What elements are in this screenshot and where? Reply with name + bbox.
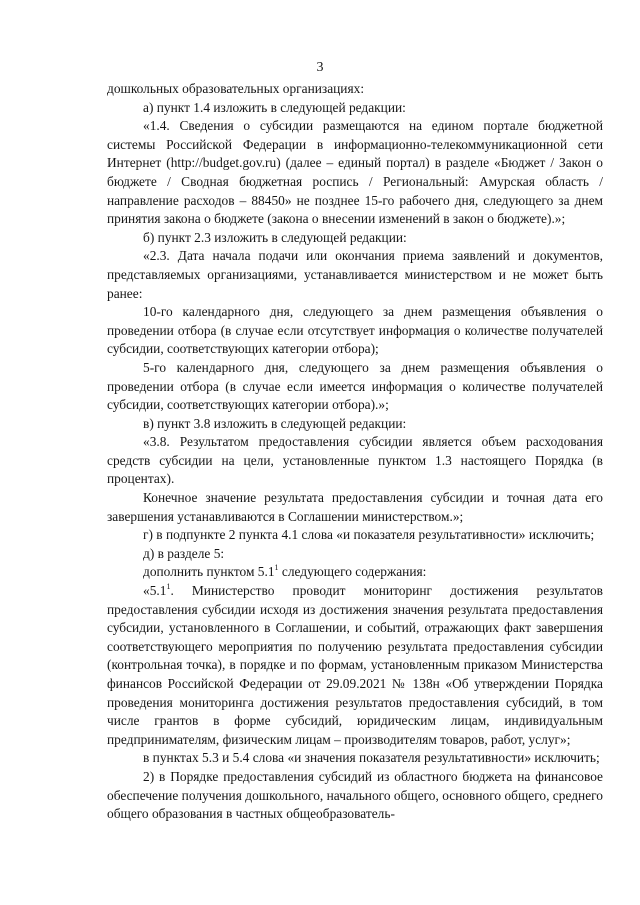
document-body	[107, 80, 603, 824]
clause-2-3-option-10-day: 10-го календарного дня, следующего за днем размещения объявления о проведении отбора (в случае если отсутствует информация о количестве получателей субсидии, соответствующих категории отбора);	[107, 304, 603, 357]
add-clause-5-1-1-line	[107, 563, 603, 582]
item-a-heading: а) пункт 1.4 изложить в следующей редакции:	[143, 99, 406, 115]
superscript-one: 1	[274, 563, 279, 573]
clause-5-1-1-text	[107, 582, 603, 749]
item-g-text: г) в подпункте 2 пункта 4.1 слова «и показателя результативности» исключить;	[143, 527, 595, 543]
add-clause-prefix: дополнить пунктом 5.1	[143, 564, 275, 580]
clause-5-1-1-body: . Министерство проводит мониторинг достижения результатов предоставления субсидии исходя из достижения значения результата предоставления субсидии, установленного в Соглашении, и событий, отражающих факт завершения соответствующего мероприятия по получению результата предоставления субсидии (контрольная точка), в порядке и по формам, установленным приказом Министерства финансов Российской Федерации от 29.09.2021 № 138н «Об утверждении Порядка проведения мониторинга достижения результатов предоставления субсидий, в том числе грантов в форме субсидий, юридическим лицам, индивидуальным предпринимателям, физическим лицам – производителям товаров, работ, услуг»;	[107, 583, 603, 747]
paragraph-continuation: дошкольных образовательных организациях:	[107, 81, 365, 96]
page-number: 3	[316, 60, 324, 75]
add-clause-suffix: следующего содержания:	[281, 564, 427, 580]
clause-1-4-text: «1.4. Сведения о субсидии размещаются на едином портале бюджетной системы Российской Федерации в информационно-телекоммуникационной сети Интернет (http://budget.gov.ru) (далее – единый портал) в разделе «Бюджет / Закон о бюджете / Сводная бюджетная роспись / Региональный: Амурская область / направление расходов – 88450» не позднее 15-го рабочего дня, следующего за днем принятия закона о бюджете (закона о внесении изменений в закон о бюджете).»;	[107, 118, 603, 227]
item-d-heading: д) в разделе 5:	[143, 545, 225, 561]
clause-5-1-1-number: «5.1	[143, 583, 167, 599]
clause-2-3-option-5-day: 5-го календарного дня, следующего за днем размещения объявления о проведении отбора (в случае если имеется информация о количестве получателей субсидии, соответствующих категории отбора).»;	[107, 359, 603, 413]
item-v-heading: в) пункт 3.8 изложить в следующей редакции:	[143, 415, 407, 431]
clause-2-3-text: «2.3. Дата начала подачи или окончания приема заявлений и документов, представляемых организациями, устанавливается министерством и не может быть ранее:	[107, 248, 603, 301]
clauses-5-3-5-4-text: в пунктах 5.3 и 5.4 слова «и значения показателя результативности» исключить;	[143, 750, 600, 766]
superscript-one-2: 1	[166, 582, 171, 592]
clause-3-8-text: «3.8. Результатом предоставления субсидии является объем расходования средств субсидии на цели, установленные пунктом 1.3 настоящего Порядка (в процентах).	[107, 434, 603, 487]
clause-3-8-final-value: Конечное значение результата предоставления субсидии и точная дата его завершения устанавливаются в Соглашении министерством.»;	[107, 490, 603, 524]
item-b-heading: б) пункт 2.3 изложить в следующей редакции:	[143, 229, 407, 245]
item-2-text: 2) в Порядке предоставления субсидий из областного бюджета на финансовое обеспечение получения дошкольного, начального общего, основного общего, среднего общего образования в частных общеобразователь-	[107, 768, 603, 822]
